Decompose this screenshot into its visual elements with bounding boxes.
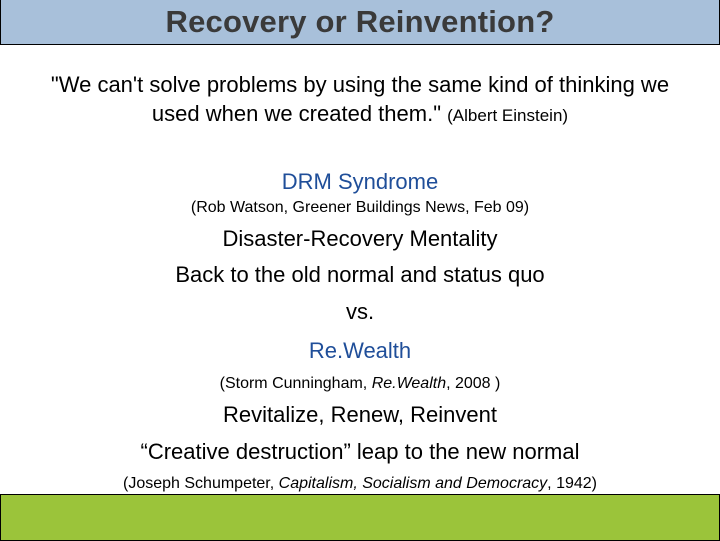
schumpeter-suffix: , 1942) <box>547 475 597 492</box>
slide-title: Recovery or Reinvention? <box>165 4 555 39</box>
drm-line-1: Disaster-Recovery Mentality <box>222 226 498 251</box>
rewealth-cite-suffix: , 2008 ) <box>446 375 501 392</box>
quote-text-end: used when we created them." <box>151 101 442 126</box>
rewealth-cite-prefix: (Storm Cunningham, <box>219 375 372 392</box>
quote-line-1: "We can't solve problems by using the same kind of thinking we <box>50 72 670 97</box>
drm-heading: DRM Syndrome <box>281 169 439 194</box>
drm-citation: (Rob Watson, Greener Buildings News, Feb 09) <box>190 199 530 216</box>
schumpeter-title: Capitalism, Socialism and Democracy <box>278 475 548 492</box>
rewealth-citation <box>0 370 720 398</box>
title-bar <box>0 0 720 45</box>
footer-bar <box>0 494 720 541</box>
rewealth-cite-title: Re.Wealth <box>371 375 447 392</box>
drm-line-2: Back to the old normal and status quo <box>175 262 545 287</box>
quote-author: (Albert Einstein) <box>447 106 569 125</box>
rewealth-heading: Re.Wealth <box>308 338 412 363</box>
versus-text: vs. <box>345 299 375 324</box>
rewealth-line-1: Revitalize, Renew, Reinvent <box>223 402 497 427</box>
schumpeter-prefix: (Joseph Schumpeter, <box>123 475 279 492</box>
rewealth-line-2: “Creative destruction” leap to the new normal <box>140 439 580 464</box>
quote-line-2 <box>0 99 720 130</box>
